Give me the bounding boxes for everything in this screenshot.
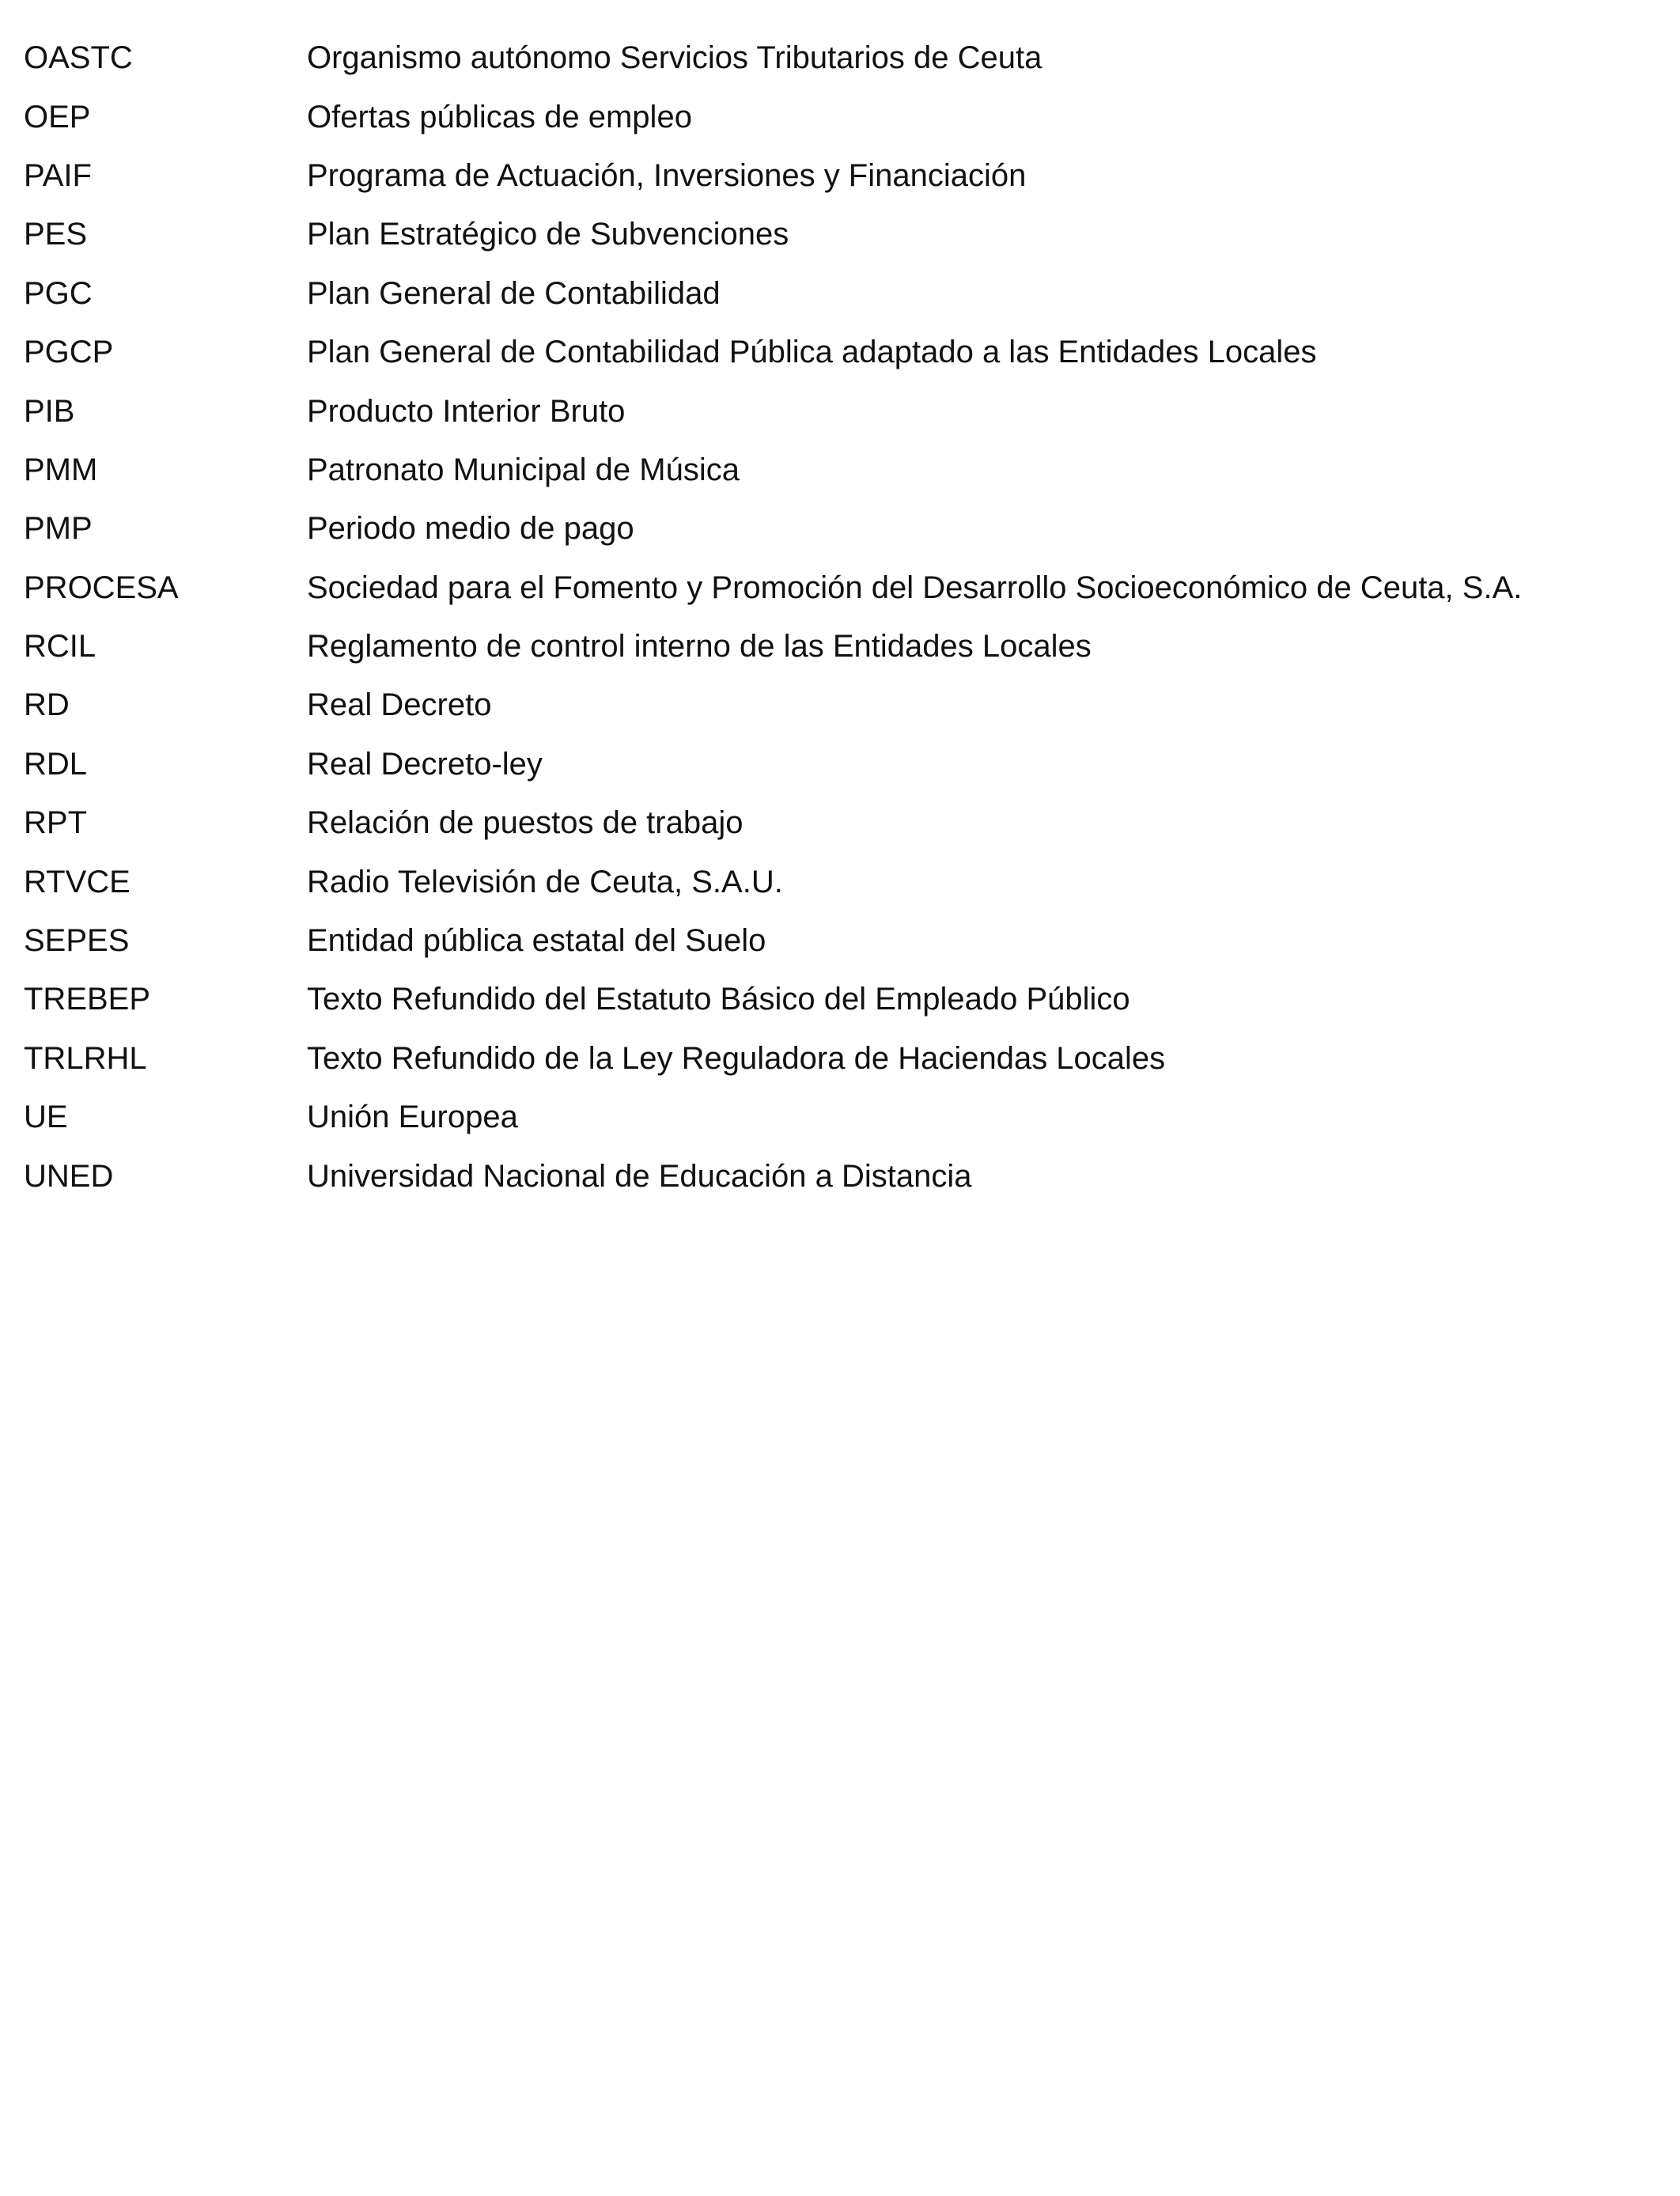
abbreviation-row: [24, 1029, 1653, 1088]
abbreviation-term: RPT: [24, 805, 87, 841]
abbreviation-row: [24, 911, 1653, 970]
abbreviation-definition: Reglamento de control interno de las Entidades Locales: [307, 629, 1092, 664]
abbreviation-term: RTVCE: [24, 864, 131, 899]
abbreviation-row: [24, 793, 1653, 852]
abbreviation-definition: Relación de puestos de trabajo: [307, 805, 744, 841]
abbreviation-definition: Producto Interior Bruto: [307, 393, 626, 429]
abbreviation-definition: Real Decreto-ley: [307, 746, 543, 782]
abbreviation-term: OASTC: [24, 40, 133, 76]
abbreviation-definition: Patronato Municipal de Música: [307, 452, 740, 487]
abbreviation-row: [24, 441, 1653, 499]
abbreviation-term: SEPES: [24, 923, 130, 959]
abbreviation-definition: Periodo medio de pago: [307, 511, 634, 547]
abbreviation-row: [24, 735, 1653, 793]
abbreviation-row: [24, 970, 1653, 1028]
abbreviation-definition: Organismo autónomo Servicios Tributarios de Ceuta: [307, 40, 1042, 76]
abbreviation-term: TRLRHL: [24, 1040, 147, 1076]
abbreviation-term: RD: [24, 687, 70, 723]
abbreviation-list: [24, 28, 1653, 1206]
abbreviation-term: OEP: [24, 99, 91, 134]
abbreviation-row: [24, 1088, 1653, 1146]
abbreviation-term: PMM: [24, 452, 98, 487]
abbreviation-definition: Texto Refundido de la Ley Reguladora de Haciendas Locales: [307, 1040, 1166, 1076]
abbreviation-definition: Radio Televisión de Ceuta, S.A.U.: [307, 864, 783, 899]
abbreviation-row: [24, 28, 1653, 87]
abbreviation-definition: Plan General de Contabilidad: [307, 275, 721, 311]
abbreviation-definition: Universidad Nacional de Educación a Distancia: [307, 1158, 972, 1194]
abbreviation-row: [24, 558, 1653, 617]
abbreviation-definition: Plan Estratégico de Subvenciones: [307, 217, 789, 252]
abbreviation-row: [24, 1146, 1653, 1205]
abbreviation-term: PMP: [24, 511, 93, 547]
abbreviation-definition: Ofertas públicas de empleo: [307, 99, 692, 134]
abbreviation-definition: Sociedad para el Fomento y Promoción del Desarrollo Socioeconómico de Ceuta, S.A.: [307, 570, 1523, 605]
abbreviation-row: [24, 676, 1653, 734]
abbreviation-row: [24, 87, 1653, 146]
abbreviation-term: UNED: [24, 1158, 114, 1194]
abbreviation-term: PGC: [24, 275, 93, 311]
abbreviation-row: [24, 852, 1653, 911]
abbreviation-term: RDL: [24, 746, 88, 782]
abbreviation-row: [24, 499, 1653, 558]
abbreviation-definition: Real Decreto: [307, 687, 492, 723]
abbreviation-definition: Texto Refundido del Estatuto Básico del Empleado Público: [307, 982, 1130, 1017]
abbreviation-term: TREBEP: [24, 982, 151, 1017]
abbreviation-row: [24, 205, 1653, 263]
abbreviation-row: [24, 617, 1653, 676]
abbreviation-row: [24, 323, 1653, 381]
abbreviation-term: PAIF: [24, 157, 92, 193]
abbreviation-definition: Unión Europea: [307, 1100, 518, 1135]
abbreviation-term: PROCESA: [24, 570, 179, 605]
abbreviation-term: UE: [24, 1100, 68, 1135]
abbreviation-row: [24, 381, 1653, 440]
abbreviation-term: PGCP: [24, 335, 114, 370]
abbreviation-definition: Plan General de Contabilidad Pública adaptado a las Entidades Locales: [307, 335, 1317, 370]
abbreviation-term: PES: [24, 217, 88, 252]
abbreviation-term: RCIL: [24, 629, 96, 664]
abbreviation-row: [24, 146, 1653, 205]
abbreviation-term: PIB: [24, 393, 75, 429]
abbreviation-definition: Programa de Actuación, Inversiones y Financiación: [307, 157, 1027, 193]
abbreviation-row: [24, 264, 1653, 323]
abbreviation-definition: Entidad pública estatal del Suelo: [307, 923, 766, 959]
